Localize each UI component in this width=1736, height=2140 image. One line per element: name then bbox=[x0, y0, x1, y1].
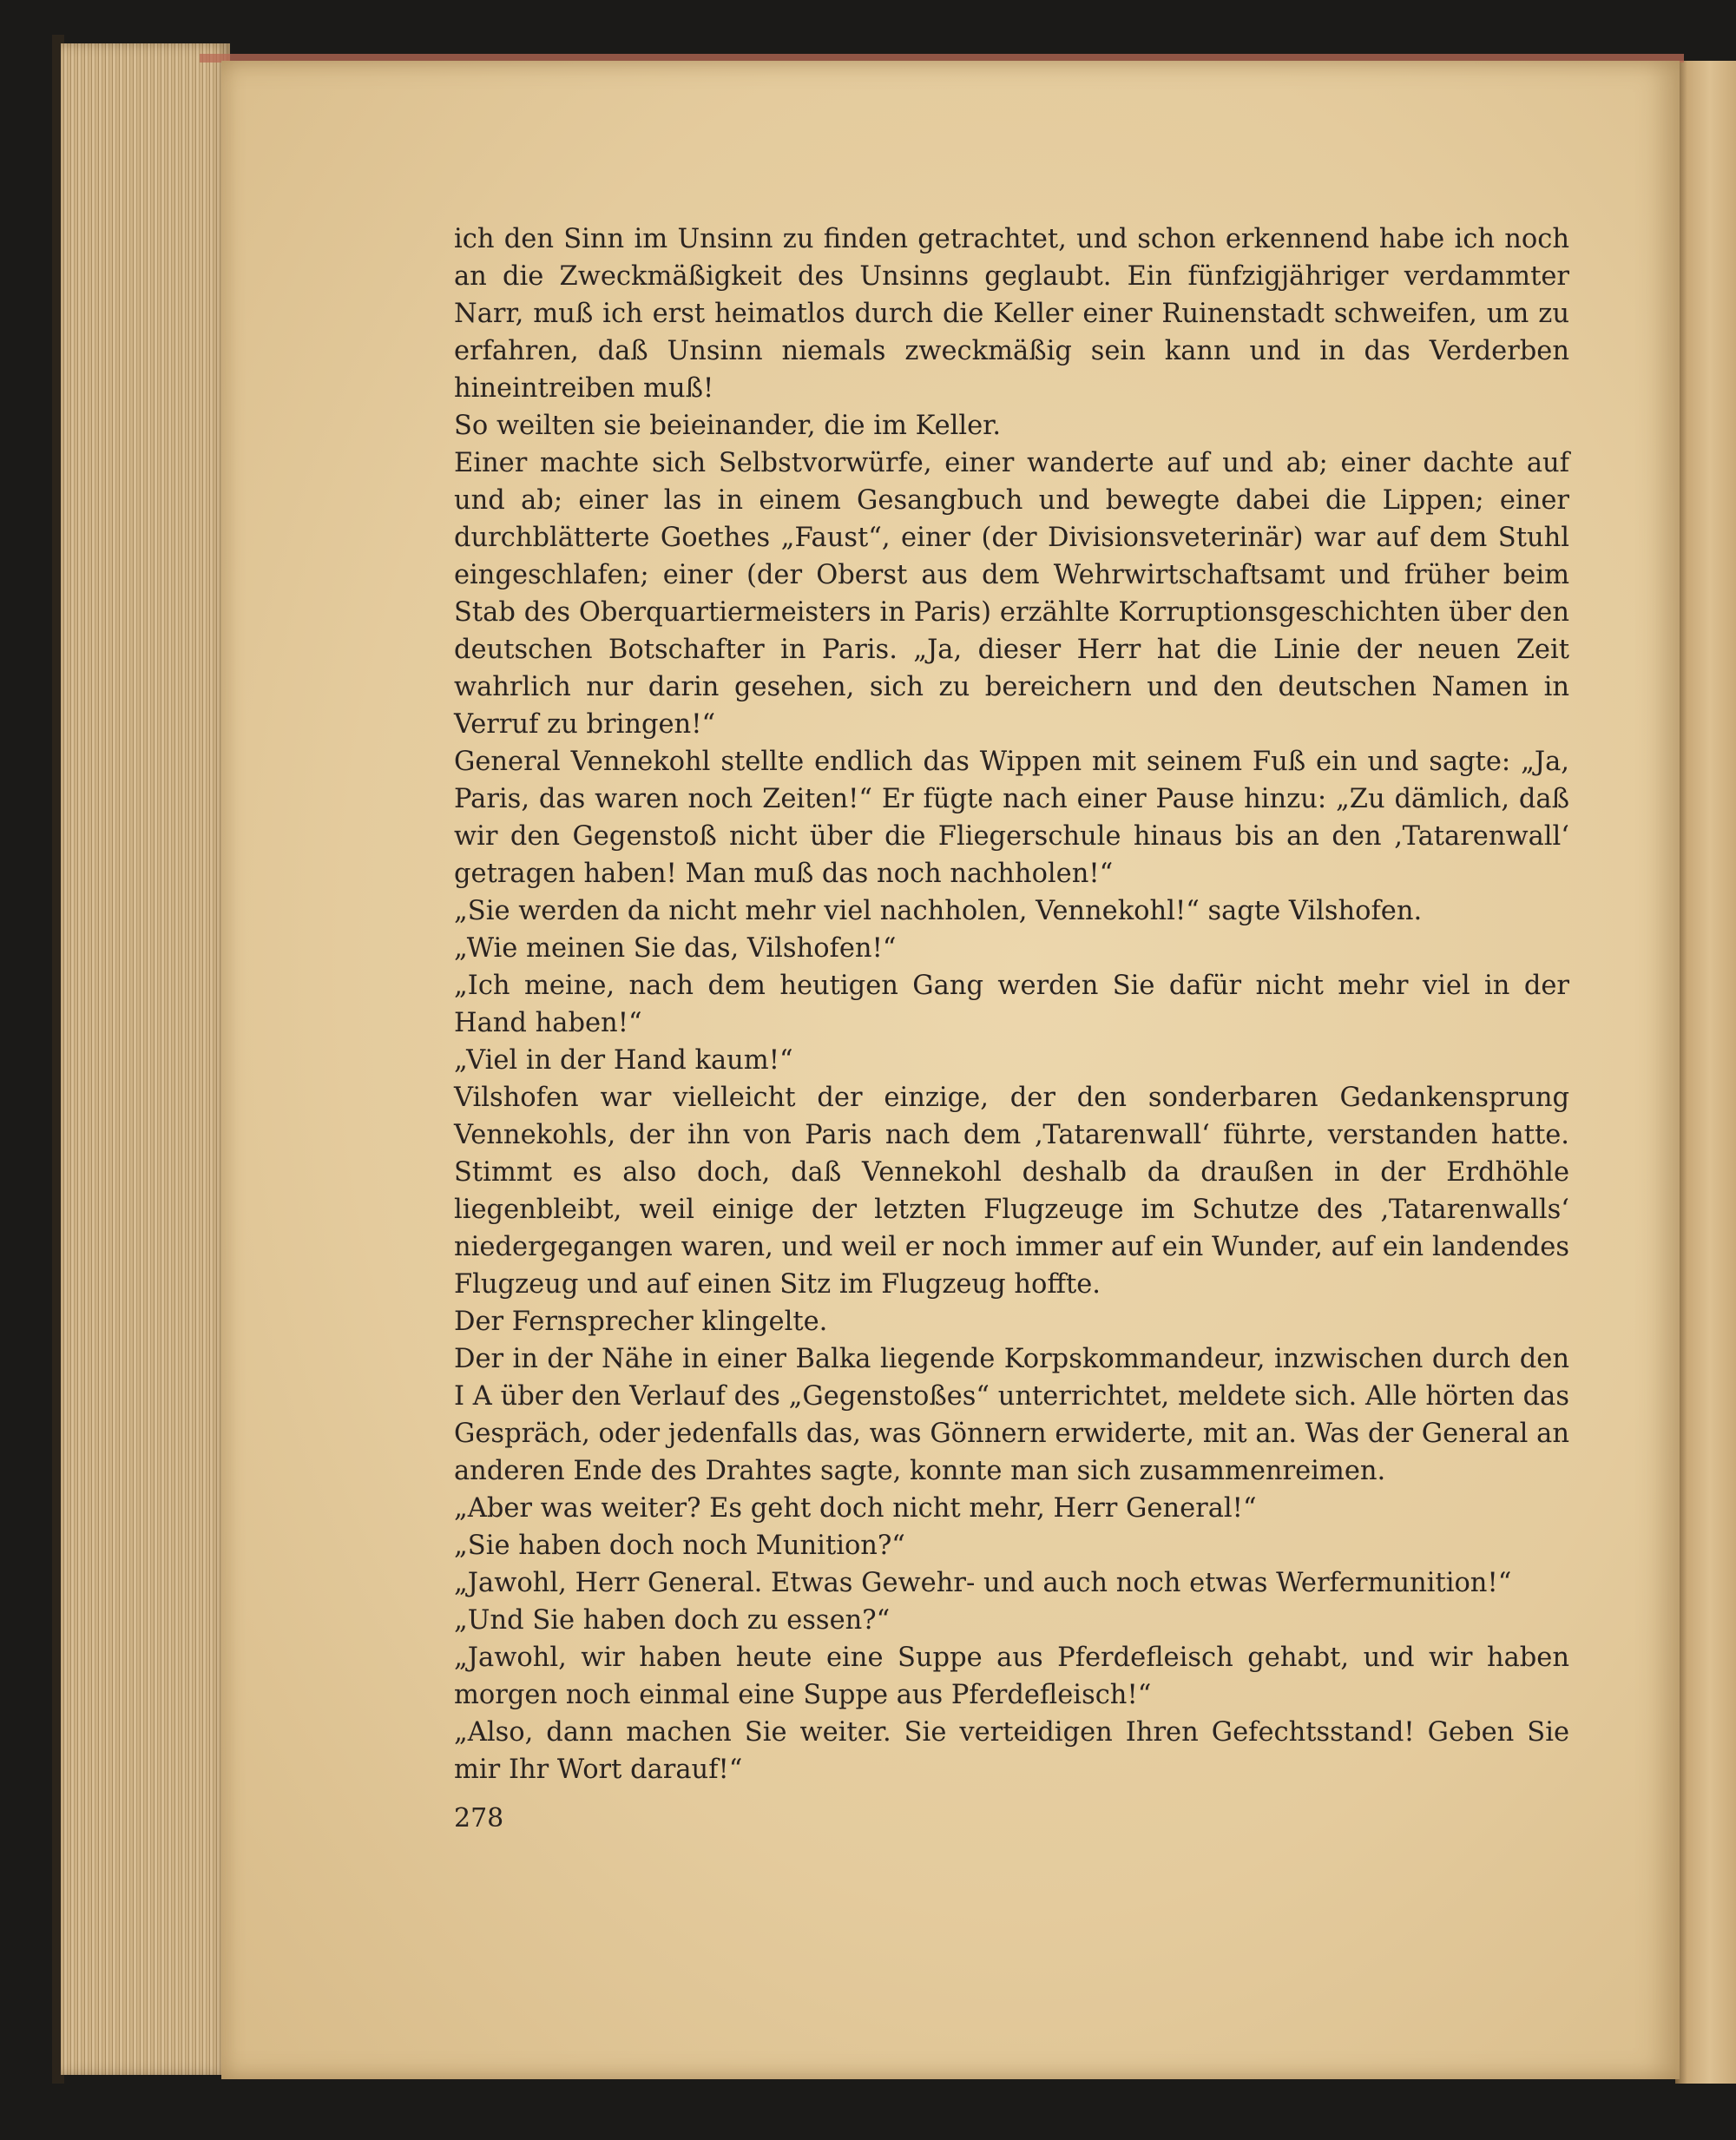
paragraph: Vilshofen war vielleicht der einzige, der den sonderbaren Gedankensprung Vennekohls, der ihn von Paris nach dem ‚Tatarenwall‘ führte, verstanden hatte. Stimmt es also doch, daß Vennekohl deshalb da draußen in der Erdhöhle liegenbleibt, weil einige der letzten Flugzeuge im Schutze des ‚Tatarenwalls‘ niedergegangen waren, und weil er noch immer auf ein Wunder, auf ein landendes Flugzeug und auf einen Sitz im Flugzeug hoffte. bbox=[454, 1083, 1569, 1300]
paragraph: „Jawohl, wir haben heute eine Suppe aus Pferdefleisch gehabt, und wir haben morgen noch einmal eine Suppe aus Pferdefleisch!“ bbox=[454, 1643, 1569, 1710]
paragraph: „Jawohl, Herr General. Etwas Gewehr- und auch noch etwas Werfermunition!“ bbox=[454, 1568, 1512, 1598]
book-page-edges bbox=[61, 43, 230, 2075]
facing-page-strip bbox=[1675, 61, 1736, 2084]
paragraph: Einer machte sich Selbstvorwürfe, einer wanderte auf und ab; einer dachte auf und ab; einer las in einem Gesangbuch und bewegte dabei die Lippen; einer durchblätterte Goethes „Faust“, einer (der Divisionsveterinär) war auf dem Stuhl eingeschlafen; einer (der Oberst aus dem Wehrwirtschaftsamt und früher beim Stab des Oberquartiermeisters in Paris) erzählte Korruptionsgeschichten über den deutschen Botschafter in Paris. „Ja, dieser Herr hat die Linie der neuen Zeit wahrlich nur darin gesehen, sich zu bereichern und den deutschen Namen in Verruf zu bringen!“ bbox=[454, 448, 1569, 740]
paragraph: ich den Sinn im Unsinn zu finden getrachtet, und schon erkennend habe ich noch an die Zweckmäßigkeit des Unsinns geglaubt. Ein fünfzigjähriger verdammter Narr, muß ich erst heimatlos durch die Keller einer Ruinenstadt schweifen, um zu erfahren, daß Unsinn niemals zweckmäßig sein kann und in das Verderben hineintreiben muß! bbox=[454, 224, 1569, 404]
page-body-text bbox=[454, 221, 1569, 1788]
paragraph: Der Fernsprecher klingelte. bbox=[454, 1307, 828, 1337]
paragraph: „Aber was weiter? Es geht doch nicht mehr, Herr General!“ bbox=[454, 1493, 1257, 1524]
paragraph: „Viel in der Hand kaum!“ bbox=[454, 1045, 793, 1076]
paragraph: „Sie werden da nicht mehr viel nachholen, Vennekohl!“ sagte Vilshofen. bbox=[454, 896, 1423, 926]
paragraph: General Vennekohl stellte endlich das Wippen mit seinem Fuß ein und sagte: „Ja, Paris, das waren noch Zeiten!“ Er fügte nach einer Pause hinzu: „Zu dämlich, daß wir den Gegenstoß nicht über die Fliegerschule hinaus bis an den ‚Tatarenwall‘ getragen haben! Man muß das noch nachholen!“ bbox=[454, 747, 1569, 889]
paragraph: „Wie meinen Sie das, Vilshofen!“ bbox=[454, 933, 897, 964]
paragraph: „Sie haben doch noch Munition?“ bbox=[454, 1531, 905, 1561]
page-number: 278 bbox=[454, 1803, 504, 1834]
paragraph: „Ich meine, nach dem heutigen Gang werden Sie dafür nicht mehr viel in der Hand haben!“ bbox=[454, 971, 1569, 1038]
paragraph: So weilten sie beieinander, die im Keller. bbox=[454, 411, 1002, 441]
paragraph: „Und Sie haben doch zu essen?“ bbox=[454, 1605, 891, 1636]
paragraph: Der in der Nähe in einer Balka liegende Korpskommandeur, inzwischen durch den I A über den Verlauf des „Gegenstoßes“ unterrichtet, meldete sich. Alle hörten das Gespräch, oder jedenfalls das, was Gönnern erwiderte, mit an. Was der General an anderen Ende des Drahtes sagte, konnte man sich zusammenreimen. bbox=[454, 1344, 1569, 1486]
paragraph: „Also, dann machen Sie weiter. Sie verteidigen Ihren Gefechtsstand! Geben Sie mir Ihr Wort darauf!“ bbox=[454, 1717, 1569, 1785]
